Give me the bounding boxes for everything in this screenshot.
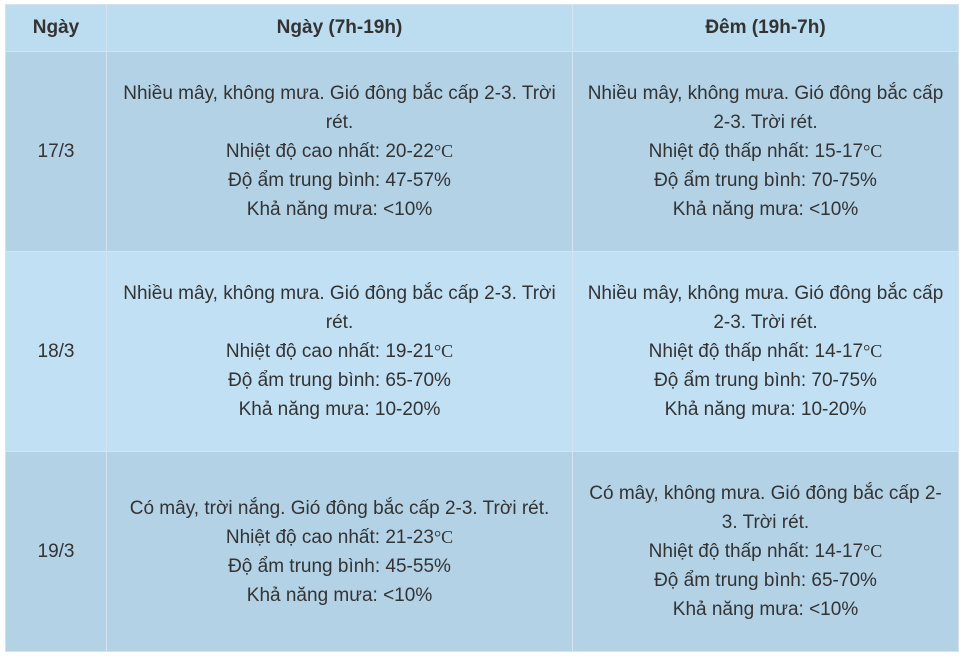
table-body bbox=[6, 52, 959, 652]
day-rain: Khả năng mưa: <10% bbox=[246, 584, 433, 606]
table-header bbox=[6, 5, 959, 52]
night-temp-line bbox=[587, 337, 944, 366]
day-temp: Nhiệt độ cao nhất: 20-22 bbox=[225, 141, 434, 162]
day-temp-line bbox=[121, 137, 558, 166]
header-night: Đêm (19h-7h) bbox=[573, 5, 959, 52]
weather-forecast-table-container bbox=[5, 4, 958, 652]
day-rain: Khả năng mưa: 10-20% bbox=[238, 399, 441, 420]
temp-unit: °C bbox=[433, 526, 454, 547]
day-rain: Khả năng mưa: <10% bbox=[246, 199, 433, 220]
table-row bbox=[6, 52, 959, 252]
day-humidity: Độ ẩm trung bình: 65-70% bbox=[228, 370, 451, 391]
weather-forecast-table bbox=[5, 4, 959, 652]
date-cell: 19/3 bbox=[6, 452, 107, 652]
night-temp: Nhiệt độ thấp nhất: 14-17 bbox=[648, 341, 864, 362]
header-date: Ngày bbox=[6, 5, 107, 52]
day-humidity: Độ ẩm trung bình: 45-55% bbox=[228, 555, 451, 577]
header-row bbox=[6, 5, 959, 52]
day-summary: Nhiều mây, không mưa. Gió đông bắc cấp 2-3. Trời rét. bbox=[123, 283, 556, 333]
temp-unit: °C bbox=[433, 141, 454, 161]
day-summary: Nhiều mây, không mưa. Gió đông bắc cấp 2-3. Trời rét. bbox=[123, 83, 556, 133]
night-summary: Có mây, không mưa. Gió đông bắc cấp 2-3. Trời rét. bbox=[589, 483, 942, 533]
day-forecast-cell bbox=[107, 452, 573, 652]
night-rain: Khả năng mưa: <10% bbox=[672, 199, 859, 220]
night-humidity: Độ ẩm trung bình: 65-70% bbox=[654, 570, 877, 591]
night-forecast-cell bbox=[573, 452, 959, 652]
day-forecast-cell bbox=[107, 52, 573, 252]
night-summary: Nhiều mây, không mưa. Gió đông bắc cấp 2-3. Trời rét. bbox=[587, 83, 944, 133]
day-temp: Nhiệt độ cao nhất: 19-21 bbox=[225, 341, 434, 362]
night-humidity: Độ ẩm trung bình: 70-75% bbox=[654, 370, 877, 391]
header-day: Ngày (7h-19h) bbox=[107, 5, 573, 52]
temp-unit: °C bbox=[863, 141, 883, 161]
day-temp: Nhiệt độ cao nhất: 21-23 bbox=[225, 526, 434, 548]
table-row bbox=[6, 452, 959, 652]
table-row bbox=[6, 252, 959, 452]
date-cell: 18/3 bbox=[6, 252, 107, 452]
day-temp-line bbox=[121, 523, 558, 552]
night-rain: Khả năng mưa: <10% bbox=[672, 599, 859, 620]
temp-unit: °C bbox=[863, 341, 883, 361]
night-temp: Nhiệt độ thấp nhất: 14-17 bbox=[648, 541, 864, 562]
night-summary: Nhiều mây, không mưa. Gió đông bắc cấp 2-3. Trời rét. bbox=[587, 283, 944, 333]
night-rain: Khả năng mưa: 10-20% bbox=[664, 399, 867, 420]
day-forecast-cell bbox=[107, 252, 573, 452]
night-humidity: Độ ẩm trung bình: 70-75% bbox=[654, 170, 877, 191]
day-summary: Có mây, trời nắng. Gió đông bắc cấp 2-3. Trời rét. bbox=[129, 497, 550, 519]
night-temp-line bbox=[587, 537, 944, 566]
date-cell: 17/3 bbox=[6, 52, 107, 252]
day-humidity: Độ ẩm trung bình: 47-57% bbox=[228, 170, 451, 191]
temp-unit: °C bbox=[863, 541, 883, 561]
night-temp-line bbox=[587, 137, 944, 166]
night-forecast-cell bbox=[573, 52, 959, 252]
temp-unit: °C bbox=[433, 341, 454, 361]
night-temp: Nhiệt độ thấp nhất: 15-17 bbox=[648, 141, 864, 162]
day-temp-line bbox=[121, 337, 558, 366]
night-forecast-cell bbox=[573, 252, 959, 452]
